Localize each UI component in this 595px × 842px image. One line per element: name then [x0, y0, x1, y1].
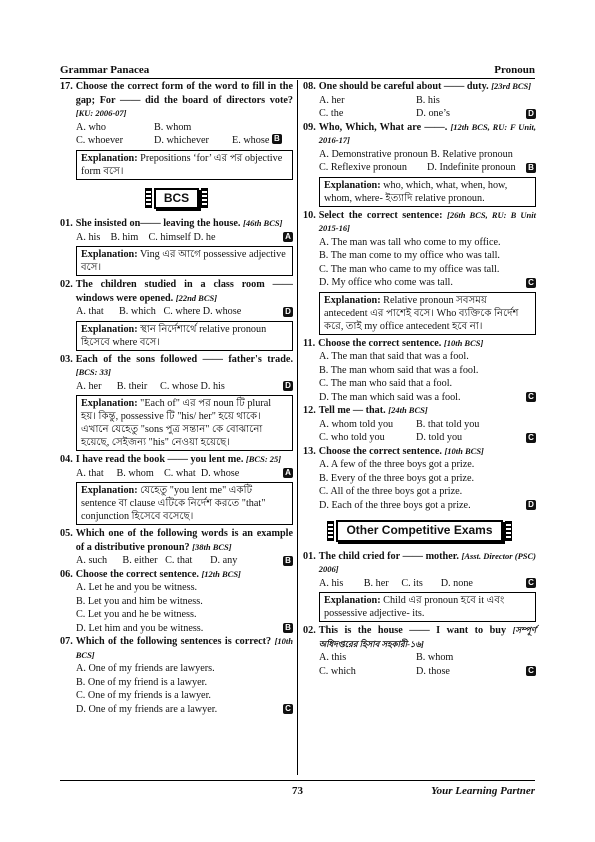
- section-header-other-exams: [303, 520, 536, 542]
- text-item: Ving এর আগে possessive adjective বসে।: [81, 249, 286, 273]
- text-item: C. what: [164, 467, 196, 479]
- text-item: [10th BCS]: [75, 636, 293, 660]
- text-item: A. his: [76, 231, 101, 243]
- text-item: C. its: [401, 577, 423, 589]
- text-item: [Asst. Director (PSC) 2006]: [318, 550, 537, 574]
- question-10: [303, 209, 536, 335]
- explanation-box: [76, 482, 293, 525]
- text-item: Relative pronoun সবসময় antecedent এর পাশেই বসে। Who ব্যক্তিকে নির্দেশ করে, তাই my office antecedent হবে না।: [324, 294, 519, 332]
- text-item: A. her: [319, 94, 345, 106]
- text-item: 02.: [60, 279, 73, 290]
- text-item: [26th BCS, RU: B Unit 2015-16]: [318, 209, 536, 233]
- text-item: Explanation:: [81, 249, 138, 260]
- text-item: A. his: [319, 577, 344, 589]
- text-item: স্থান নির্দেশার্থে relative pronoun হিসেবে where বসে।: [81, 323, 267, 348]
- text-item: Select the correct sentence:: [318, 209, 443, 221]
- text-item: C. who told you: [319, 432, 385, 443]
- text-item: B. whom: [154, 121, 192, 133]
- text-item: C. All of the three boys got a prize.: [319, 486, 463, 497]
- text-item: Which of the following sentences is correct?: [75, 636, 272, 647]
- other-question-01: [303, 550, 536, 623]
- text-item: C. whose: [160, 380, 198, 392]
- text-item: [সম্পূর্ণ অধিদপ্তরের হিসাব সহকারী-১৬]: [318, 625, 537, 649]
- explanation-box: [76, 150, 293, 180]
- question-17: [60, 80, 293, 180]
- other-question-02: [303, 624, 536, 678]
- text-item: C. The man who said that a fool.: [319, 378, 453, 389]
- text-item: B. Let you and him be witness.: [76, 595, 203, 607]
- text-item: [10th BCS]: [443, 337, 484, 348]
- text-item: A. that: [76, 467, 104, 479]
- explanation-box: [319, 177, 536, 207]
- answer-badge: B: [283, 556, 293, 566]
- text-item: C. that: [165, 555, 193, 566]
- text-item: B. their: [116, 380, 148, 392]
- text-item: Which one of the following words is an example of a distributive pronoun?: [75, 528, 293, 553]
- text-item: The child cried for —— mother.: [318, 550, 459, 562]
- text-item: D. One of my friends are a lawyer.: [76, 703, 218, 715]
- text-item: 10.: [303, 209, 316, 221]
- answer-badge: A: [283, 232, 293, 242]
- footer-tagline: Your Learning Partner: [431, 785, 535, 797]
- answer-badge: C: [283, 704, 293, 714]
- text-item: C. One of my friends is a lawyer.: [76, 690, 211, 701]
- question-13: [303, 445, 536, 513]
- text-item: [22nd BCS]: [175, 292, 218, 303]
- text-item: C. himself: [148, 231, 191, 243]
- text-item: A. that: [76, 306, 104, 317]
- text-item: C. whoever: [76, 135, 123, 146]
- text-item: [10th BCS]: [444, 445, 484, 456]
- question-06: [60, 568, 293, 636]
- text-item: 02.: [303, 625, 316, 636]
- explanation-box: [319, 292, 536, 335]
- text-item: 12.: [303, 405, 316, 416]
- answer-badge: C: [526, 392, 536, 402]
- text-item: [KU: 2006-07]: [75, 108, 127, 118]
- question-09: [303, 121, 536, 207]
- question-07: [60, 635, 293, 716]
- text-item: D. told you: [416, 432, 463, 443]
- text-item: Explanation:: [324, 179, 381, 191]
- answer-badge: D: [283, 381, 293, 391]
- text-item: [BCS: 33]: [75, 367, 111, 377]
- answer-badge: B: [283, 623, 293, 633]
- question-08: [303, 80, 536, 121]
- answer-badge: C: [526, 578, 536, 588]
- text-item: D. My office who come was tall.: [319, 277, 453, 288]
- text-item: C. which: [319, 665, 356, 677]
- text-item: [23rd BCS]: [491, 81, 532, 91]
- answer-badge: A: [283, 468, 293, 478]
- text-item: C. Reflexive pronoun: [319, 162, 407, 173]
- answer-badge: B: [526, 163, 536, 173]
- text-item: 11.: [303, 337, 316, 349]
- text-item: [38th BCS]: [192, 541, 232, 552]
- text-item: 08.: [303, 81, 316, 92]
- column-divider: [297, 80, 298, 775]
- text-item: Choose the correct sentence.: [318, 445, 442, 457]
- text-item: One should be careful about —— duty.: [318, 81, 489, 92]
- answer-badge: C: [526, 278, 536, 288]
- text-item: "Each of" এর পর noun টি plural হয়। কিন্তু, possessive টি "his/ her" হয়ে থাকে। এখানে যেহেতু "sons পুত্র সন্তান" কে বোঝানো হয়েছে, সেইজন্য "his" নেওয়া হয়েছে।: [81, 398, 272, 448]
- text-item: B. her: [363, 577, 389, 589]
- text-item: Other Competitive Exams: [336, 520, 502, 542]
- page-header: [60, 64, 535, 79]
- text-item: Explanation:: [81, 485, 138, 496]
- text-item: 03.: [60, 353, 73, 365]
- explanation-box: [76, 246, 293, 276]
- chapter-title: Pronoun: [494, 64, 535, 76]
- text-item: A. The man was tall who come to my office.: [319, 236, 501, 248]
- text-item: She insisted on—— leaving the house.: [75, 218, 241, 229]
- text-item: Child এর pronoun হবে it এবং possessive adjective- its.: [324, 595, 505, 619]
- text-item: 06.: [60, 568, 73, 580]
- text-item: B. One of my friend is a lawyer.: [76, 676, 207, 688]
- text-item: E. whose: [232, 135, 270, 146]
- text-item: B. The man whom said that was a fool.: [319, 364, 479, 376]
- text-item: D. he: [193, 231, 216, 243]
- text-item: Choose the correct form of the word to fill in the gap; For —— did the board of directors vote?: [75, 81, 293, 106]
- text-item: [12th BCS]: [201, 568, 241, 579]
- text-item: Explanation:: [81, 152, 138, 164]
- explanation-box: [319, 592, 536, 622]
- text-item: B. either: [122, 555, 158, 566]
- text-item: The children studied in a class room —— windows were opened.: [75, 279, 293, 304]
- text-item: 17.: [60, 81, 73, 92]
- text-item: A. Let he and you be witness.: [76, 582, 198, 593]
- text-item: A. who: [76, 121, 106, 133]
- answer-badge: D: [526, 500, 536, 510]
- text-item: B. that told you: [416, 418, 480, 430]
- text-item: 09.: [303, 121, 316, 133]
- text-item: Explanation:: [324, 294, 381, 306]
- text-item: I have read the book —— you lent me.: [75, 454, 244, 465]
- text-item: A. The man that said that was a fool.: [319, 351, 469, 362]
- text-item: D. whose: [200, 467, 240, 479]
- text-item: A. her: [76, 380, 102, 392]
- text-item: Choose the correct sentence.: [75, 568, 199, 580]
- text-item: D. Indefinite pronoun: [427, 162, 516, 173]
- text-item: Explanation:: [81, 323, 138, 335]
- text-item: A. this: [319, 652, 347, 663]
- text-item: 01.: [60, 218, 73, 229]
- text-item: A. Demonstrative pronoun: [319, 148, 428, 160]
- text-item: 07.: [60, 636, 73, 647]
- text-item: D. those: [416, 665, 450, 677]
- question-12: [303, 404, 536, 445]
- text-item: B. which: [119, 306, 156, 317]
- text-item: B. Relative pronoun: [430, 148, 513, 160]
- text-item: 13.: [303, 445, 316, 457]
- text-item: B. Every of the three boys got a prize.: [319, 472, 475, 484]
- question-05: [60, 527, 293, 568]
- text-item: [BCS: 25]: [245, 454, 282, 464]
- text-item: 04.: [60, 454, 73, 465]
- text-item: C. The man who came to my office was tall.: [319, 263, 500, 275]
- text-item: This is the house —— I want to buy: [318, 625, 507, 636]
- right-column: [303, 80, 536, 678]
- text-item: C. where: [163, 306, 201, 317]
- text-item: A. whom told you: [319, 418, 394, 430]
- question-01: [60, 217, 293, 276]
- text-item: B. The man come to my office who was tall.: [319, 250, 500, 261]
- text-item: BCS: [154, 188, 199, 210]
- text-item: [24th BCS]: [388, 405, 428, 415]
- page-number: 73: [292, 785, 303, 797]
- text-item: D. The man which said was a fool.: [319, 391, 461, 403]
- explanation-box: [76, 321, 293, 351]
- text-item: Who, Which, What are ——.: [318, 121, 448, 133]
- section-header-bcs: [60, 188, 293, 210]
- book-title: Grammar Panacea: [60, 64, 150, 76]
- text-item: 05.: [60, 528, 73, 539]
- explanation-box: [76, 395, 293, 451]
- text-item: B. his: [416, 94, 440, 106]
- text-item: C. the: [319, 108, 344, 119]
- text-item: who, which, what, when, how, whom, where- ইত্যাদি relative pronoun.: [324, 179, 508, 204]
- text-item: D. his: [200, 380, 225, 392]
- question-04: [60, 453, 293, 525]
- answer-badge: D: [526, 109, 536, 119]
- question-11: [303, 337, 536, 405]
- text-item: [46th BCS]: [243, 218, 283, 228]
- text-item: Prepositions ‘for’ এর পর objective form বসে।: [81, 152, 283, 177]
- text-item: D. Each of the three boys got a prize.: [319, 499, 471, 511]
- text-item: B. whom: [416, 652, 454, 663]
- text-item: D. whose: [202, 306, 242, 317]
- question-03: [60, 353, 293, 452]
- page-footer: [60, 780, 535, 797]
- text-item: D. one’s: [416, 108, 450, 119]
- text-item: D. Let him and you be witness.: [76, 622, 204, 634]
- answer-badge: B: [272, 134, 282, 144]
- answer-badge: C: [526, 666, 536, 676]
- text-item: Choose the correct sentence.: [318, 337, 442, 349]
- text-item: B. whom: [116, 467, 154, 479]
- text-item: Explanation:: [81, 398, 138, 409]
- text-item: Tell me — that.: [318, 405, 386, 416]
- text-item: A. A few of the three boys got a prize.: [319, 459, 475, 470]
- question-02: [60, 278, 293, 351]
- text-item: B. him: [110, 231, 139, 243]
- text-item: D. whichever: [154, 135, 209, 146]
- text-item: C. Let you and he be witness.: [76, 609, 197, 620]
- text-item: A. One of my friends are lawyers.: [76, 663, 215, 674]
- answer-badge: C: [526, 433, 536, 443]
- text-item: যেহেতু "you lent me" একটি sentence বা clause এটিকে নির্দেশ করতে "that" conjunction হিসেবে বসেছে।: [81, 485, 266, 522]
- text-item: 01.: [303, 550, 316, 562]
- text-item: D. none: [440, 577, 473, 589]
- text-item: [12th BCS, RU: F Unit, 2016-17]: [318, 121, 537, 145]
- text-item: Explanation:: [324, 595, 381, 606]
- left-column: [60, 80, 293, 716]
- answer-badge: D: [283, 307, 293, 317]
- text-item: Each of the sons followed —— father's trade.: [75, 353, 293, 365]
- text-item: A. such: [76, 555, 108, 566]
- text-item: D. any: [210, 555, 238, 566]
